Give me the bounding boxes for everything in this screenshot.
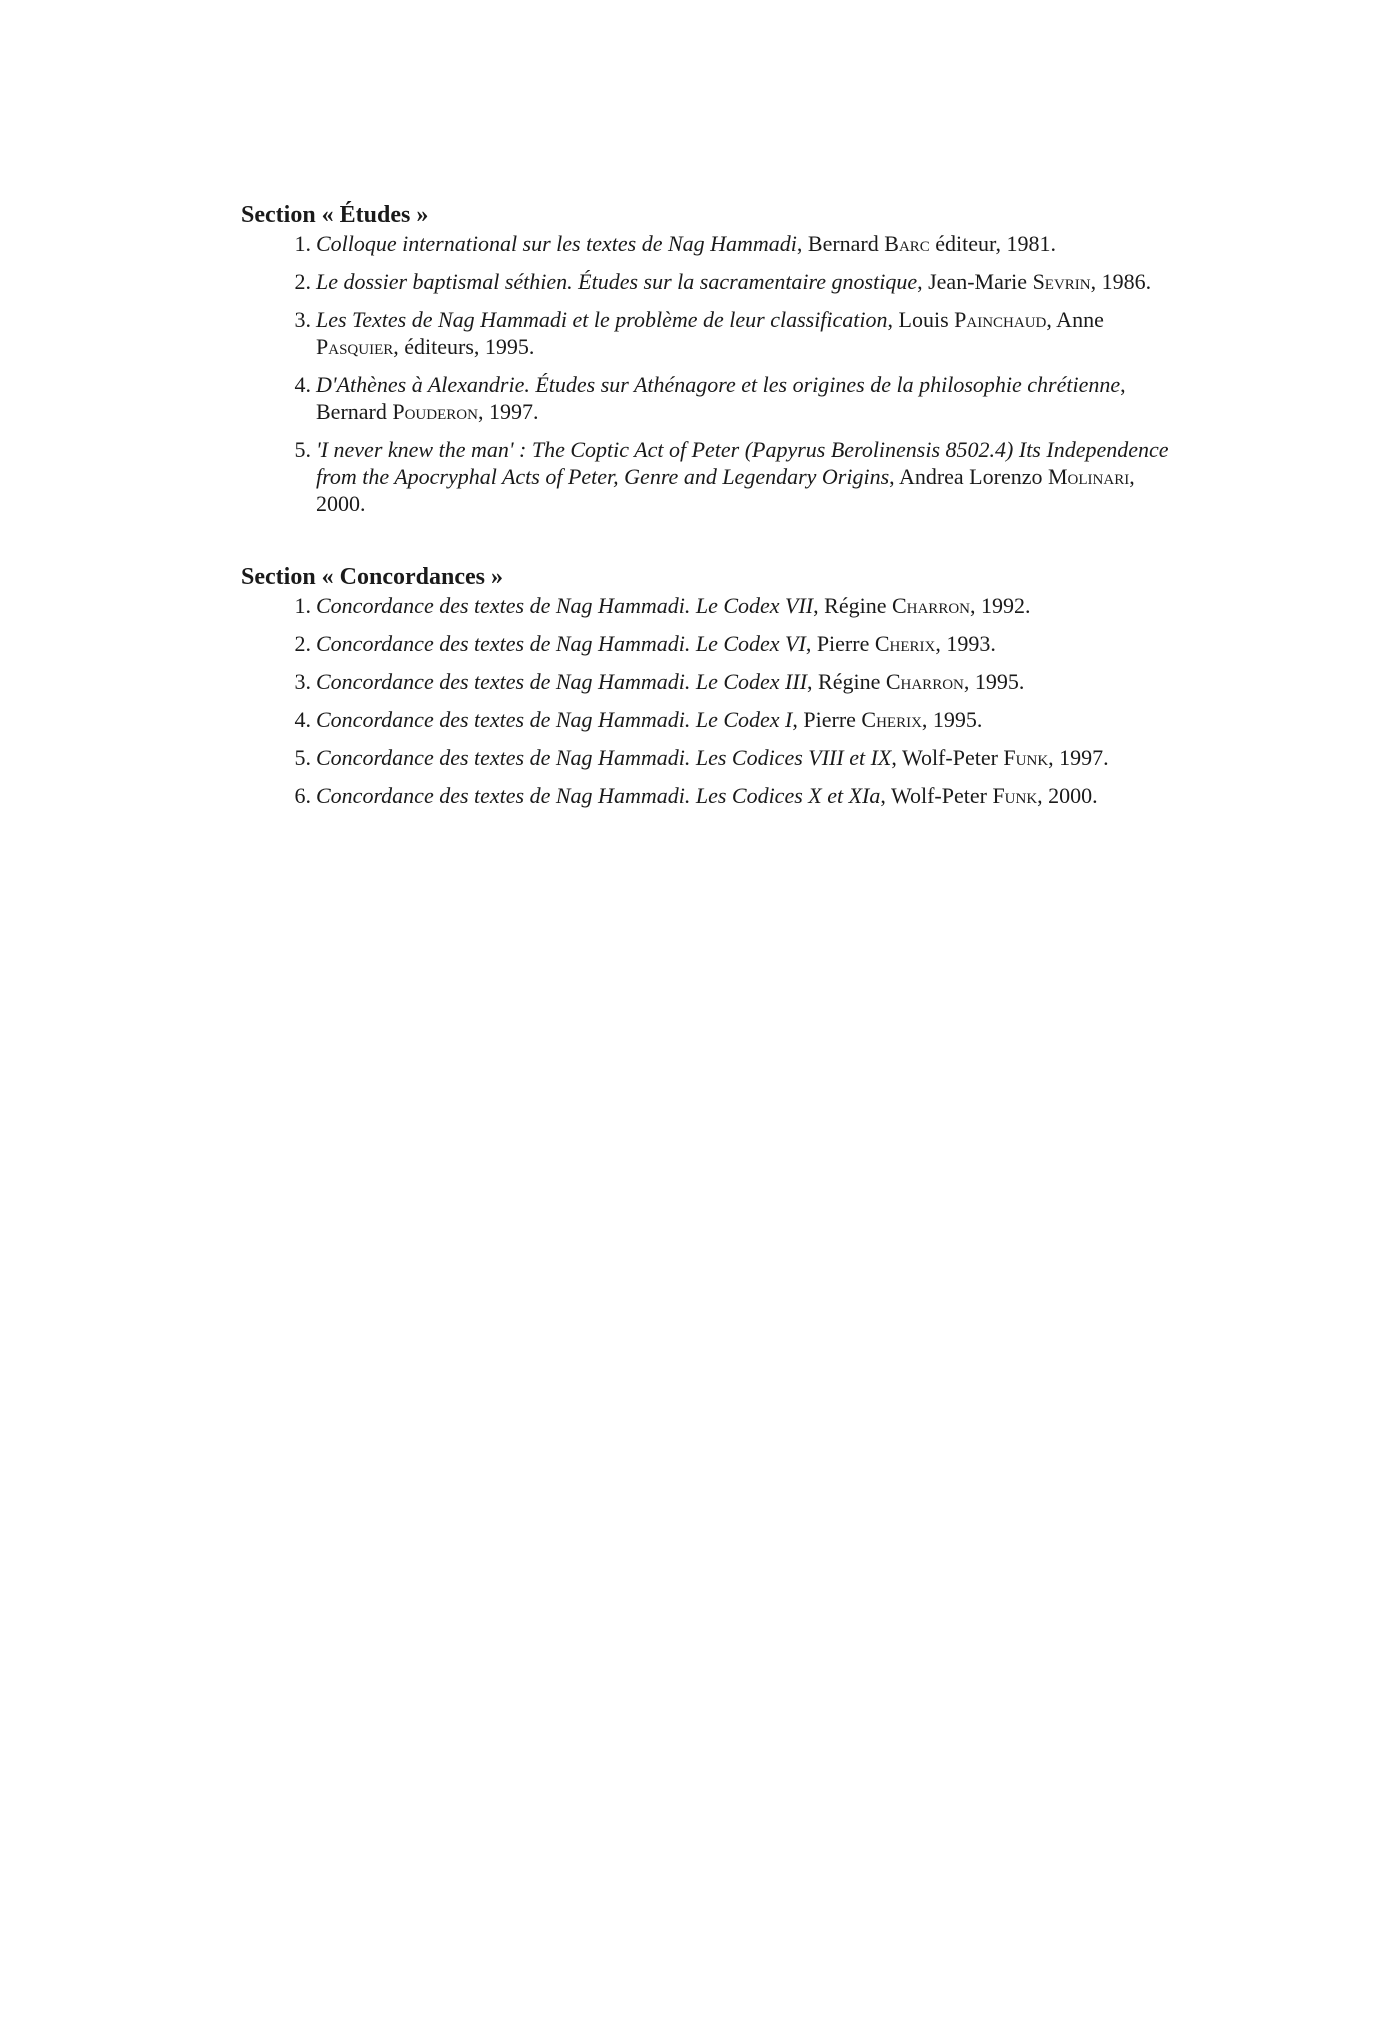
entry-author2-name: Pasquier <box>316 334 394 359</box>
entry-number: 5. <box>294 745 311 770</box>
entry-list <box>241 230 1181 517</box>
section-concordances <box>241 562 1181 820</box>
entry-author-suffix: , 1986. <box>1090 269 1152 294</box>
entry-title: 'I never knew the man' : The Coptic Act of Peter (Papyrus Berolinensis 8502.4) Its Independence from the Apocryphal Acts of Peter, Genre and Legendary Origins <box>316 437 1169 489</box>
entry-author-suffix: éditeur, 1981. <box>929 231 1056 256</box>
entry-title: Le dossier baptismal séthien. Études sur la sacramentaire gnostique <box>316 269 918 294</box>
entry-title: Les Textes de Nag Hammadi et le problème de leur classification <box>316 307 888 332</box>
entry-author-prefix: , Bernard <box>796 231 885 256</box>
entry-author-name: Cherix <box>874 631 936 656</box>
entry-title: Concordance des textes de Nag Hammadi. Les Codices VIII et IX <box>316 745 892 770</box>
entry-author-suffix: , 1993. <box>935 631 996 656</box>
section-etudes <box>241 200 1181 528</box>
entry-title: Colloque international sur les textes de Nag Hammadi <box>316 231 797 256</box>
list-item <box>241 782 1181 809</box>
entry-author-prefix: , Pierre <box>805 631 875 656</box>
entry-list <box>241 592 1181 809</box>
entry-author-name: Molinari <box>1047 464 1130 489</box>
entry-author-suffix: , 1997. <box>1048 745 1109 770</box>
list-item <box>241 371 1181 425</box>
entry-number: 1. <box>294 593 311 618</box>
list-item <box>241 306 1181 360</box>
entry-title: Concordance des textes de Nag Hammadi. Le Codex III <box>316 669 808 694</box>
entry-author-prefix: , Louis <box>887 307 955 332</box>
entry-author-suffix: , 2000. <box>316 464 1135 516</box>
section-title: Section « Études » <box>241 202 429 228</box>
entry-author-suffix: , 1995. <box>921 707 983 732</box>
entry-author-name: Sevrin <box>1032 269 1091 294</box>
entry-title: Concordance des textes de Nag Hammadi. Le Codex VI <box>316 631 806 656</box>
entry-author-suffix: , 2000. <box>1037 783 1098 808</box>
entry-number: 2. <box>294 631 311 656</box>
entry-author-name: Painchaud <box>954 307 1047 332</box>
entry-author-suffix: , 1992. <box>969 593 1031 618</box>
entry-author-prefix: , Wolf-Peter <box>880 783 993 808</box>
entry-author-name: Charron <box>891 593 970 618</box>
entry-title: Concordance des textes de Nag Hammadi. Le Codex I <box>316 707 793 732</box>
list-item <box>241 744 1181 771</box>
entry-author-name: Funk <box>1003 745 1049 770</box>
entry-author-prefix: , Pierre <box>792 707 862 732</box>
list-item <box>241 706 1181 733</box>
entry-title: Concordance des textes de Nag Hammadi. Les Codices X et XIa <box>316 783 881 808</box>
entry-author-name: Charron <box>885 669 964 694</box>
list-item <box>241 630 1181 657</box>
entry-number: 3. <box>294 307 311 332</box>
entry-author2-suffix: , éditeurs, 1995. <box>393 334 535 359</box>
list-item <box>241 268 1181 295</box>
entry-author-prefix: , Régine <box>807 669 886 694</box>
entry-number: 6. <box>294 783 311 808</box>
section-title: Section « Concordances » <box>241 564 503 590</box>
entry-title: Concordance des textes de Nag Hammadi. Le Codex VII <box>316 593 814 618</box>
list-item <box>241 668 1181 695</box>
entry-title: D'Athènes à Alexandrie. Études sur Athénagore et les origines de la philosophie chrétienne <box>316 372 1121 397</box>
entry-author-name: Pouderon <box>392 399 478 424</box>
entry-author-prefix: , Andrea Lorenzo <box>889 464 1048 489</box>
entry-author-prefix: , Wolf-Peter <box>891 745 1004 770</box>
entry-author-prefix: , Bernard <box>316 372 1126 424</box>
entry-author-name: Funk <box>992 783 1038 808</box>
entry-author-name: Barc <box>884 231 930 256</box>
entry-author-suffix: , 1997. <box>477 399 539 424</box>
list-item <box>241 436 1181 517</box>
entry-number: 4. <box>294 372 311 397</box>
entry-author-name: Cherix <box>861 707 922 732</box>
entry-number: 1. <box>294 231 311 256</box>
entry-number: 3. <box>294 669 311 694</box>
list-item <box>241 230 1181 257</box>
entry-number: 2. <box>294 269 311 294</box>
entry-number: 5. <box>294 437 311 462</box>
entry-number: 4. <box>294 707 311 732</box>
list-item <box>241 592 1181 619</box>
entry-author-suffix: , 1995. <box>963 669 1025 694</box>
entry-author-suffix: , Anne <box>1046 307 1104 332</box>
entry-author-prefix: , Régine <box>813 593 892 618</box>
entry-author-prefix: , Jean-Marie <box>917 269 1033 294</box>
